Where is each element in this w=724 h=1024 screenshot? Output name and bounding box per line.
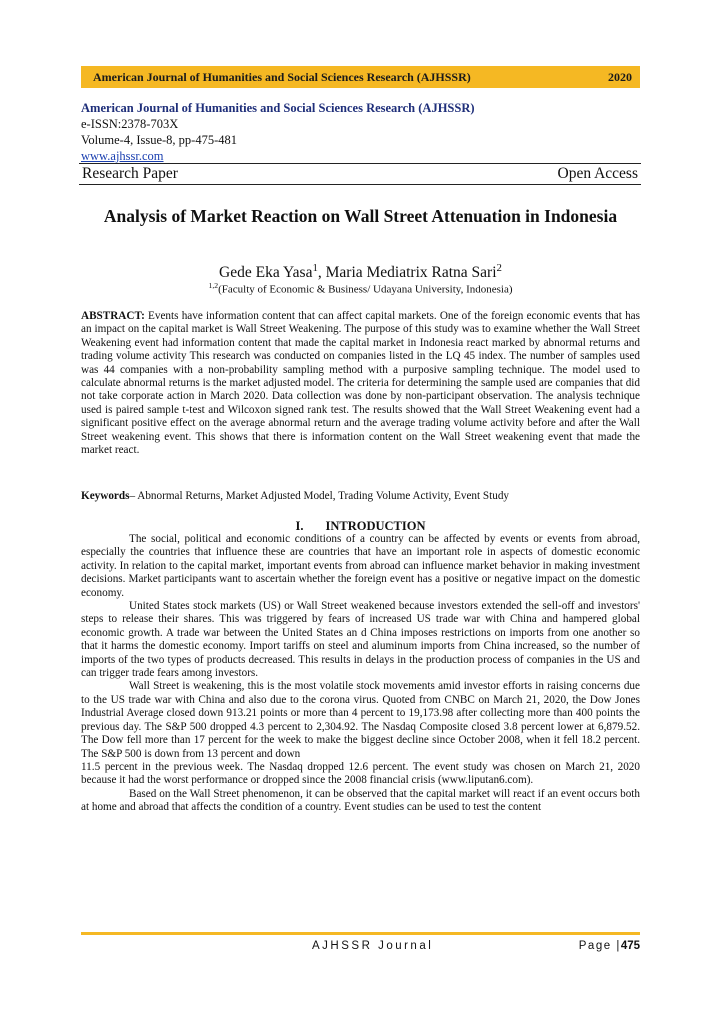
meta-journal-name: American Journal of Humanities and Social Sciences Research (AJHSSR) (81, 101, 475, 115)
footer-divider (81, 932, 640, 935)
paper-type-bar (79, 163, 641, 185)
affiliation-sup: 1,2 (208, 281, 219, 290)
abstract-label: ABSTRACT: (81, 310, 145, 322)
meta-volume: Volume-4, Issue-8, pp-475-481 (81, 133, 237, 147)
author-1-sup: 1 (312, 262, 318, 274)
meta-website-link[interactable]: www.ajhssr.com (81, 149, 164, 163)
header-journal-name: American Journal of Humanities and Social Sciences Research (AJHSSR) (93, 69, 471, 84)
keywords-text: – Abnormal Returns, Market Adjusted Model, Trading Volume Activity, Event Study (129, 490, 510, 502)
abstract-text: Events have information content that can affect capital markets. One of the foreign economic events that has an impact on the capital market is Wall Street Weakening. The purpose of this study was to examine whether the Wall Street Weakening event had information content that made the capital market in Indonesia react marked by abnormal returns and trading volume activity This research was conducted on companies listed in the LQ 45 index. The number of samples used was 44 companies with a non-probability sampling method with a purposive sampling technique. The model used to calculate abnormal returns is the market adjusted model. The criteria for determining the sample used are companies that did not take corporate action in March 2020. Data collection was done by non-participant observation. The analysis technique used is paired sample t-test and Wilcoxon signed rank test. The results showed that the Wall Street Weakening event had a significant positive effect on the average abnormal return and the average trading volume activity before and after the Wall Street weakening event. This shows that there is information content on the Wall Street weakening event that made the market react. (81, 310, 640, 457)
affiliation (81, 281, 640, 296)
journal-header-bar (81, 66, 640, 88)
footer-page-label: Page | (578, 940, 621, 952)
author-1: Gede Eka Yasa (219, 264, 313, 282)
paragraph: Based on the Wall Street phenomenon, it can be observed that the capital market will react if an event occurs both at home and abroad that affects the condition of a country. Event studies can be used to test the content (81, 787, 640, 814)
paper-title: Analysis of Market Reaction on Wall Street Attenuation in Indonesia (103, 206, 618, 226)
header-year: 2020 (608, 69, 632, 84)
keywords-label: Keywords (81, 490, 130, 502)
section-number: I. (295, 519, 304, 533)
paper-type-label: Research Paper (82, 165, 178, 182)
paragraph: 11.5 percent in the previous week. The Nasdaq dropped 12.6 percent. The event study was chosen on March 21, 2020 because it had the worst performance or dropped since the 2008 financial crisis (www.liputan6.com). (81, 760, 640, 787)
keywords (81, 490, 640, 503)
author-2: Maria Mediatrix Ratna Sari (325, 264, 497, 282)
footer-page (579, 940, 640, 952)
author-separator: , (317, 264, 326, 282)
paragraph: Wall Street is weakening, this is the most volatile stock movements amid investor efforts in raising concerns due to the US trade war with China and also due to the corona virus. Quoted from CNBC on March 21, 2020, the Dow Jones Industrial Average closed down 913.21 points or more than 4 percent to 19,173.98 after collecting more than 400 points the previous day. The S&P 500 dropped 4.3 percent to 2,304.92. The Nasdaq Composite closed 3.8 percent lower at 6,879.52. The Dow fell more than 17 percent for the week to make the biggest decline since October 2008, when it fell 18.2 percent. The S&P 500 is down from 13 percent and down (81, 680, 640, 760)
section-heading (81, 519, 640, 534)
access-type-label: Open Access (557, 165, 638, 182)
author-list (81, 262, 640, 282)
author-2-sup: 2 (496, 262, 502, 274)
footer-journal: AJHSSR Journal (312, 940, 434, 952)
meta-issn: e-ISSN:2378-703X (81, 117, 179, 131)
journal-meta (81, 100, 640, 164)
body-text (81, 533, 640, 815)
affiliation-text: (Faculty of Economic & Business/ Udayana University, Indonesia) (218, 283, 513, 296)
section-title: INTRODUCTION (325, 519, 426, 533)
paragraph: United States stock markets (US) or Wall Street weakened because investors extended the sell-off and investors' steps to release their shares. This was triggered by fears of increased US trade war with China and hampered global economic growth. A trade war between the United States an d China imposes restrictions on imports from one another so that it harms the domestic economy. Import tariffs on steel and aluminum imports from China increased, so the number of imports of the two types of products decreased. This results in delays in the production process of companies in the US and can trigger trade fears among investors. (81, 600, 640, 680)
abstract (81, 310, 640, 457)
footer-page-number: 475 (620, 940, 640, 952)
paragraph: The social, political and economic conditions of a country can be affected by events or events from abroad, especially the countries that influence these are countries that have an important role in aspects of domestic economic activity. In relation to the capital market, important events from abroad can influence market behavior in making investment decisions. Market participants want to ascertain whether the foreign event has a positive or negative impact on the domestic economy. (81, 533, 640, 599)
